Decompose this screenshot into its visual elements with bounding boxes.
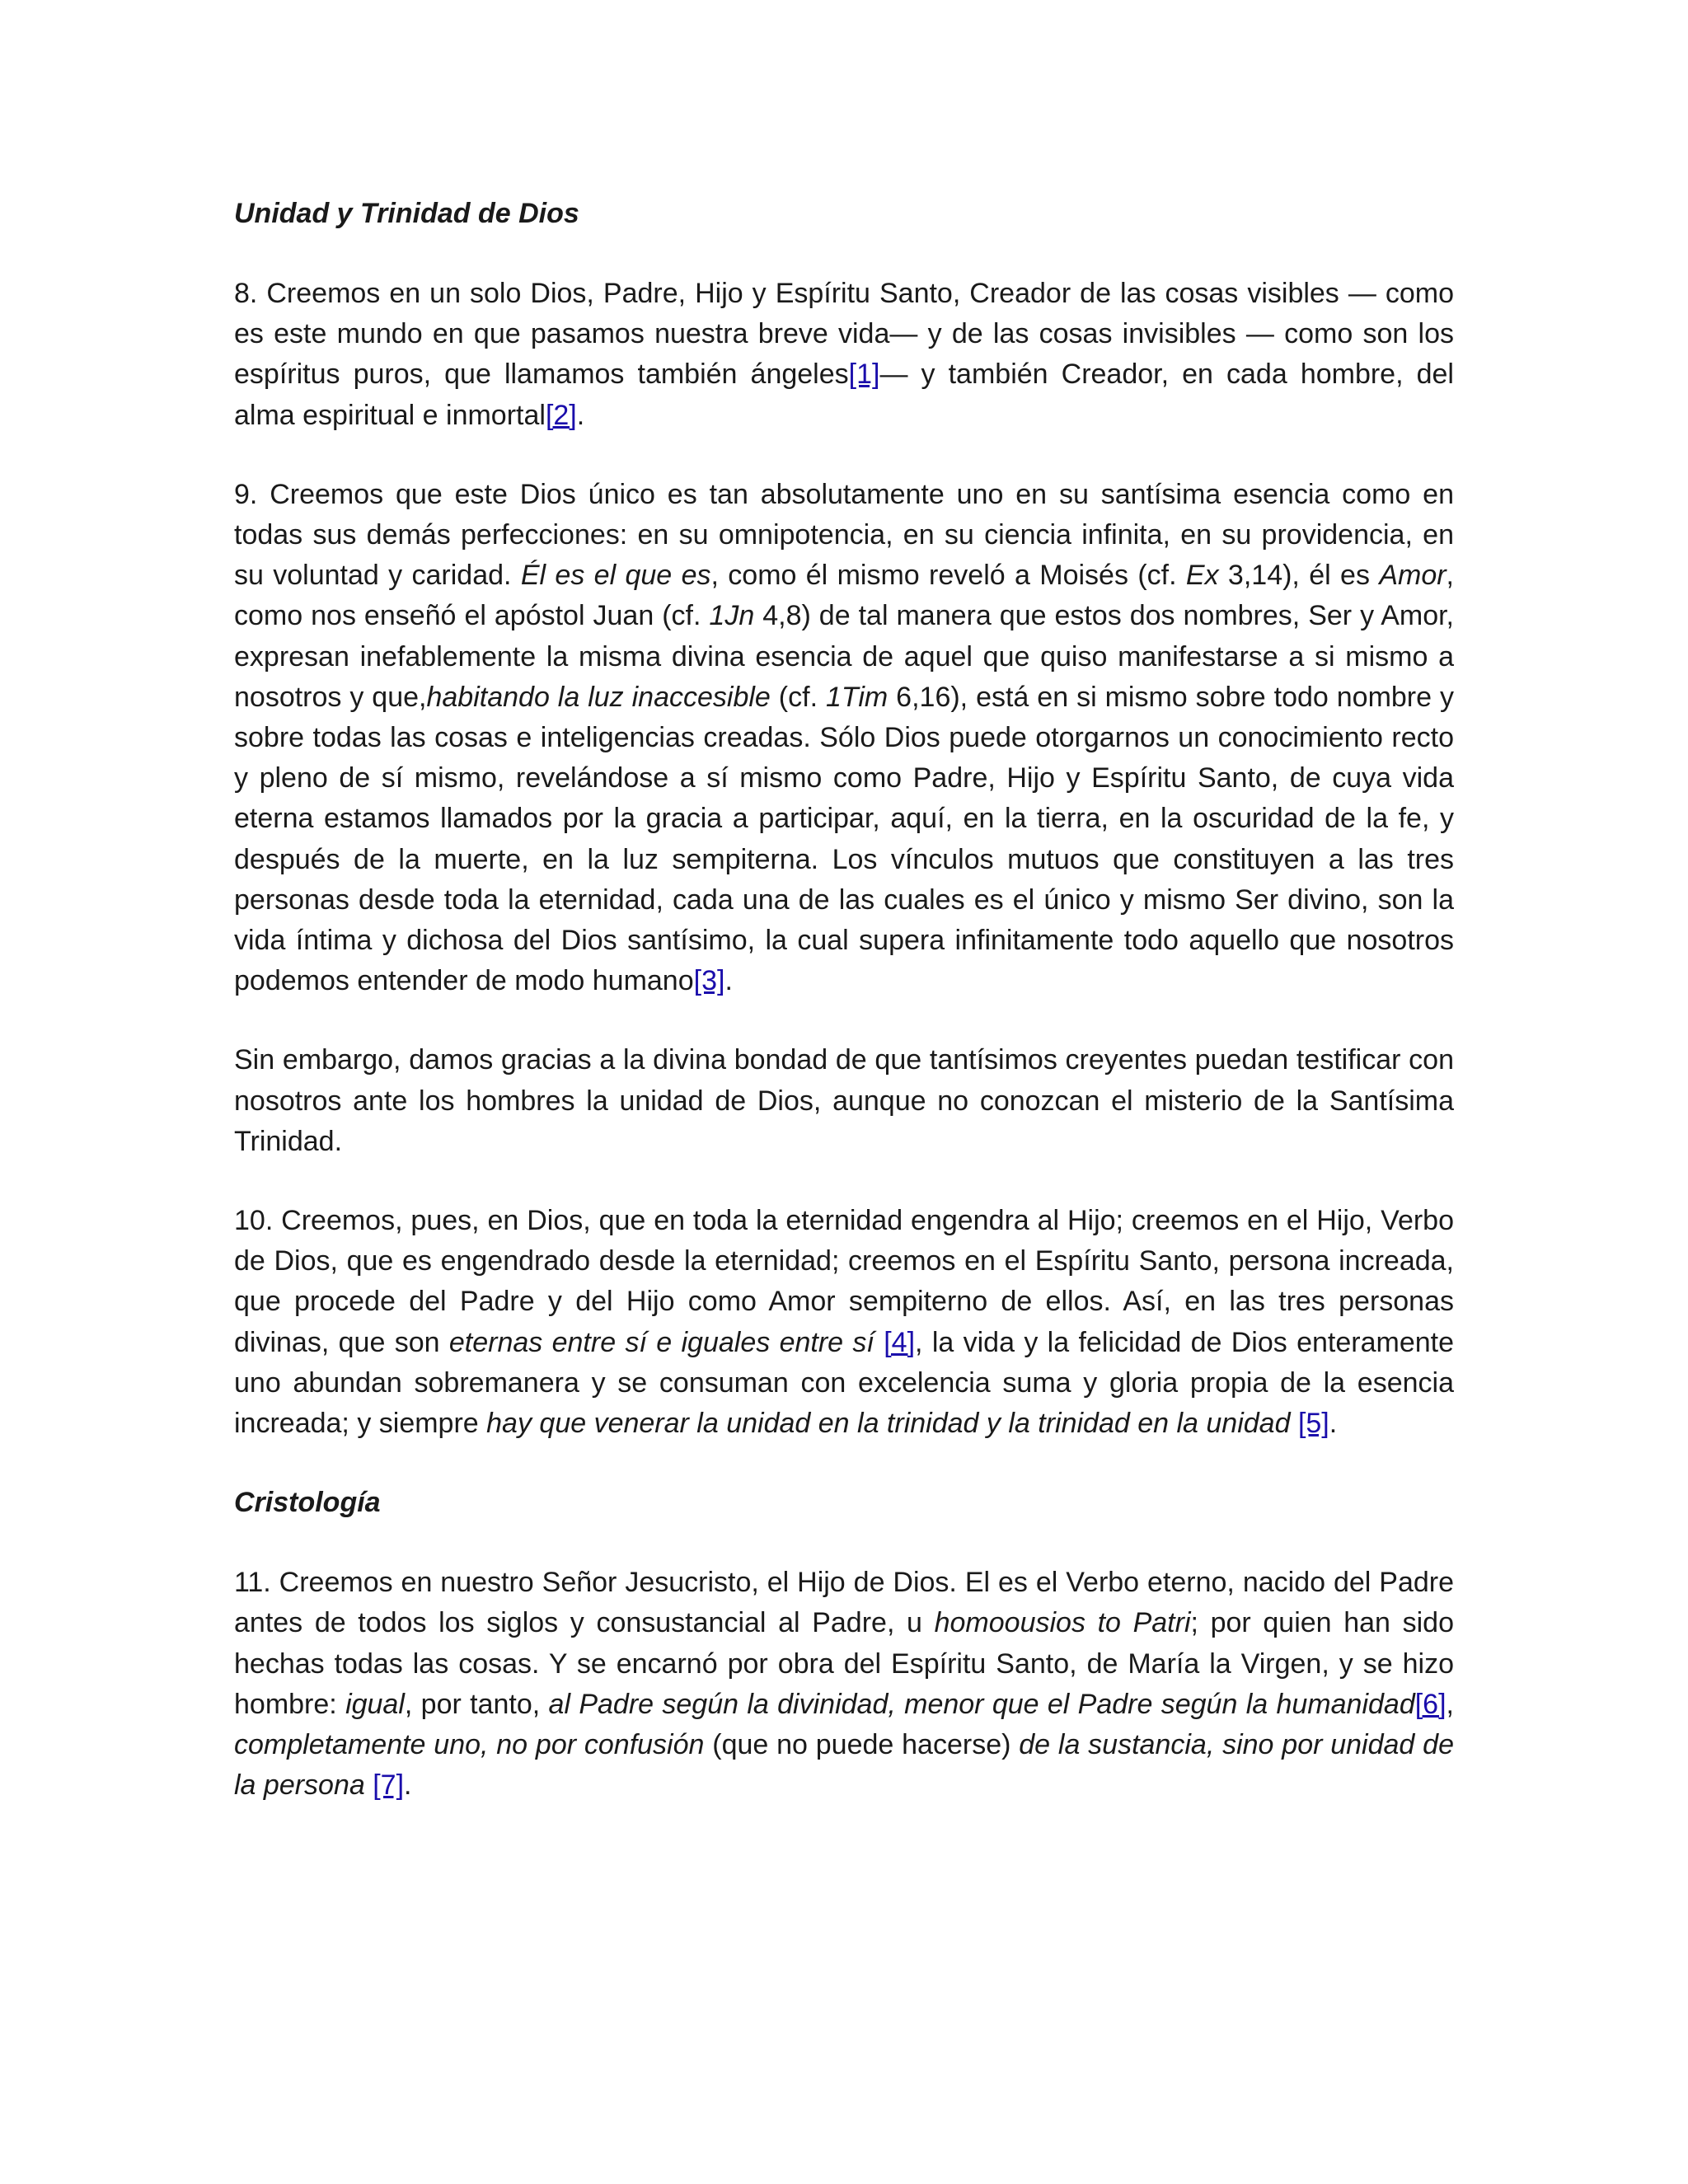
paragraph-9 bbox=[234, 475, 1454, 1002]
text-span bbox=[365, 1769, 373, 1801]
italic-span: Él es el que es bbox=[520, 560, 711, 592]
text-span: . bbox=[724, 965, 733, 997]
text-span: 9. Creemos que este Dios único es tan absolutamente uno en su santísima esencia como en todas sus demás perfecciones: en su omnipotencia, en su ciencia infinita, en su providencia, en su voluntad y caridad. bbox=[234, 478, 1454, 592]
text-span: , por tanto, bbox=[404, 1688, 549, 1720]
footnote-link-3[interactable]: [3] bbox=[693, 965, 725, 997]
italic-span: al Padre según la divinidad, menor que el Padre según la humanidad bbox=[548, 1688, 1415, 1720]
italic-span: igual bbox=[345, 1688, 405, 1720]
section-heading-cristologia: Cristología bbox=[234, 1487, 381, 1519]
text-span bbox=[874, 1327, 884, 1358]
footnote-link-6[interactable]: [6] bbox=[1414, 1688, 1447, 1720]
footnote-link-7[interactable]: [7] bbox=[373, 1769, 405, 1802]
italic-span: hay que venerar la unidad en la trinidad y la trinidad en la unidad bbox=[486, 1408, 1291, 1440]
text-span: , bbox=[1446, 1688, 1454, 1720]
section-heading-unidad: Unidad y Trinidad de Dios bbox=[234, 198, 579, 229]
footnote-link-1[interactable]: [1] bbox=[848, 359, 880, 391]
text-span: 11. Creemos en nuestro Señor Jesucristo, el Hijo de Dios. El es el Verbo eterno, nacido del Padre antes de todos los siglos y consustancial al Padre, u bbox=[234, 1567, 1454, 1639]
text-span: 8. Creemos en un solo Dios, Padre, Hijo y Espíritu Santo, Creador de las cosas visibles — como es este mundo en que pasamos nuestra breve vida— y de las cosas invisibles — como son los espíritus puros, que llamamos también ángeles bbox=[234, 278, 1454, 391]
paragraph-10 bbox=[234, 1201, 1454, 1444]
text-span: , como nos enseñó el apóstol Juan (cf. bbox=[234, 560, 1454, 632]
text-span: — y también Creador, en cada hombre, del alma espiritual e inmortal bbox=[234, 359, 1454, 431]
italic-span: completamente uno, no por confusión bbox=[234, 1729, 705, 1761]
text-span: 4,8) de tal manera que estos dos nombres, Ser y Amor, expresan inefablemente la misma divina esencia de aquel que quiso manifestarse a si mismo a nosotros y que, bbox=[234, 600, 1455, 713]
italic-span: 1Tim bbox=[825, 681, 889, 713]
italic-span: Ex bbox=[1185, 560, 1219, 592]
text-span: 10. Creemos, pues, en Dios, que en toda la eternidad engendra al Hijo; creemos en el Hijo, Verbo de Dios, que es engendrado desde la eternidad; creemos en el Espíritu Santo, persona increada, que procede del Padre y del Hijo como Amor sempiterno de ellos. Así, en las tres personas divinas, que son bbox=[234, 1205, 1454, 1358]
text-span bbox=[1290, 1408, 1297, 1439]
text-span: ; por quien han sido hechas todas las cosas. Y se encarnó por obra del Espíritu Santo, de María la Virgen, y se hizo hombre: bbox=[234, 1607, 1454, 1720]
text-span: 6,16), está en si mismo sobre todo nombre y sobre todas las cosas e inteligencias creadas. Sólo Dios puede otorgarnos un conocimiento recto y pleno de sí mismo, revelándose a sí mismo como Padre, Hijo y Espíritu Santo, de cuya vida eterna estamos llamados por la gracia a participar, aquí, en la tierra, en la oscuridad de la fe, y después de la muerte, en la luz sempiterna. Los vínculos mutuos que constituyen a las tres personas desde toda la eternidad, cada una de las cuales es el único y mismo Ser divino, son la vida íntima y dichosa del Dios santísimo, la cual supera infinitamente todo aquello que nosotros podemos entender de modo humano bbox=[234, 681, 1454, 997]
italic-span: eternas entre sí e iguales entre sí bbox=[448, 1326, 874, 1358]
text-span: (cf. bbox=[770, 681, 826, 713]
text-span: (que no puede hacerse) bbox=[704, 1729, 1020, 1761]
text-span: . bbox=[576, 399, 585, 431]
text-span: , la vida y la felicidad de Dios enteramente uno abundan sobremanera y se consuman con excelencia suma y gloria propia de la esencia increada; y siempre bbox=[234, 1326, 1454, 1440]
document-page bbox=[234, 194, 1454, 1807]
paragraph-11 bbox=[234, 1563, 1454, 1806]
text-span: . bbox=[404, 1769, 412, 1802]
footnote-link-4[interactable]: [4] bbox=[884, 1326, 916, 1358]
italic-span: Amor bbox=[1379, 560, 1447, 592]
footnote-link-2[interactable]: [2] bbox=[545, 399, 577, 431]
paragraph-sin-embargo: Sin embargo, damos gracias a la divina bondad de que tantísimos creyentes puedan testificar con nosotros ante los hombres la unidad de Dios, aunque no conozcan el misterio de la Santísima Trinidad. bbox=[234, 1044, 1454, 1157]
text-span: , como él mismo reveló a Moisés (cf. bbox=[710, 560, 1186, 592]
italic-span: homoousios to Patri bbox=[934, 1607, 1191, 1639]
text-span: 3,14), él es bbox=[1218, 560, 1380, 592]
paragraph-8 bbox=[234, 274, 1454, 436]
footnote-link-5[interactable]: [5] bbox=[1297, 1408, 1329, 1440]
italic-span: 1Jn bbox=[709, 600, 755, 632]
italic-span: habitando la luz inaccesible bbox=[426, 681, 771, 713]
italic-span: de la sustancia, sino por unidad de la persona bbox=[234, 1729, 1454, 1802]
text-span: . bbox=[1329, 1408, 1338, 1440]
